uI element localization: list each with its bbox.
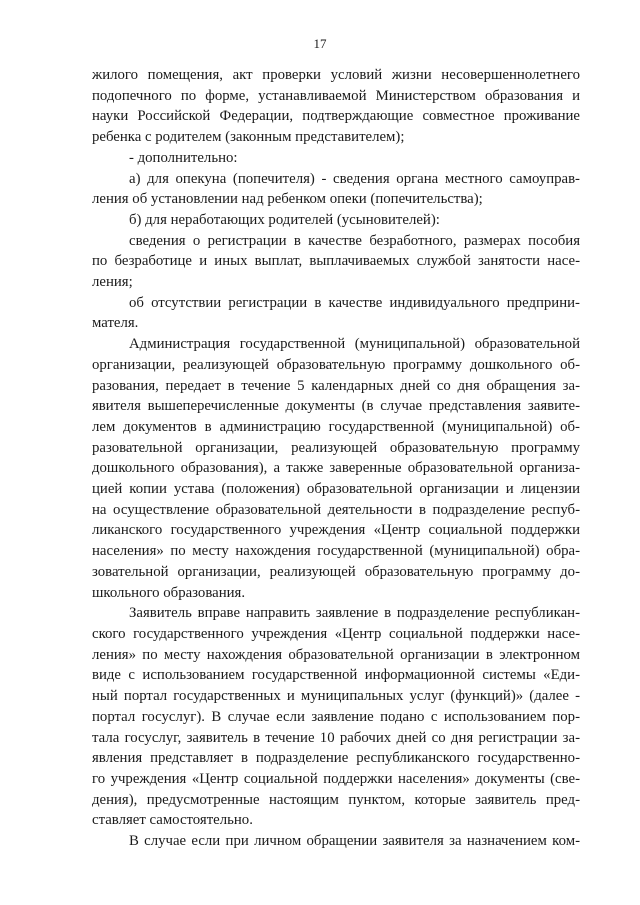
text-line: населения» по месту нахождения государственной (муниципальной) обра- [92,543,580,560]
text-line: Администрация государственной (муниципальной) образовательной [129,336,580,353]
text-line: ный портал государственных и муниципальных услуг (функций)» (далее - [92,688,580,705]
text-line: ления об установлении над ребенком опеки (попечительства); [92,191,483,208]
document-body [92,65,580,852]
text-line: ления; [92,274,133,291]
text-line: на осуществление образовательной деятельности в подразделение респуб- [92,501,580,518]
text-line: школьного образования. [92,584,246,601]
text-line: ления» по месту нахождения образовательной организации в электронном [92,646,580,663]
text-line: б) для неработающих родителей (усыновителей): [129,211,440,228]
text-line: портал госуслуг). В случае если заявление подано с использованием пор- [92,708,580,725]
text-line: дения), предусмотренные настоящим пунктом, которые заявитель пред- [92,791,580,808]
text-line: сведения о регистрации в качестве безработного, размерах пособия [129,232,580,249]
text-line: Заявитель вправе направить заявление в подразделение республикан- [129,605,580,622]
text-line: В случае если при личном обращении заявителя за назначением ком- [129,833,580,850]
text-line: а) для опекуна (попечителя) - сведения органа местного самоуправ- [129,170,580,187]
text-line: жилого помещения, акт проверки условий жизни несовершеннолетнего [92,67,580,83]
text-line: лем документов в администрацию государственной (муниципальной) об- [92,418,580,435]
text-line: подопечного по форме, устанавливаемой Министерством образования и [92,87,580,104]
text-line: ребенка с родителем (законным представителем); [92,129,405,146]
text-line: - дополнительно: [129,149,238,166]
text-line: зовательной организации, реализующей образовательную программу до- [92,563,580,580]
page-number: 17 [313,36,327,51]
text-line: дошкольного образования), а также заверенные образовательной организа- [92,460,580,477]
text-line: разовательной организации, реализующей образовательную программу [92,439,580,456]
text-line: виде с использованием государственной информационной системы «Еди- [92,667,580,684]
text-line: цией копии устава (положения) образовательной организации и лицензии [92,481,580,498]
text-line: го учреждения «Центр социальной поддержки населения» документы (све- [92,770,580,787]
text-line: ставляет самостоятельно. [92,812,253,829]
text-line: организации, реализующей образовательную программу дошкольного об- [92,356,580,373]
text-line: об отсутствии регистрации в качестве индивидуального предприни- [129,294,580,311]
text-line: ликанского государственного учреждения «Центр социальной поддержки [92,522,580,539]
text-line: явления представляет в подразделение республиканского государственно- [92,750,580,767]
text-line: ского государственного учреждения «Центр социальной поддержки насе- [92,625,580,642]
text-line: явителя вышеперечисленные документы (в случае представления заявите- [92,398,580,415]
text-line: разования, передает в течение 5 календарных дней со дня обращения за- [92,377,580,394]
text-line: мателя. [92,315,139,332]
text-line: по безработице и иных выплат, выплачиваемых службой занятости насе- [92,253,580,270]
text-line: тала госуслуг, заявитель в течение 10 рабочих дней со дня регистрации за- [92,729,580,746]
text-line: науки Российской Федерации, подтверждающие совместное проживание [92,108,580,125]
